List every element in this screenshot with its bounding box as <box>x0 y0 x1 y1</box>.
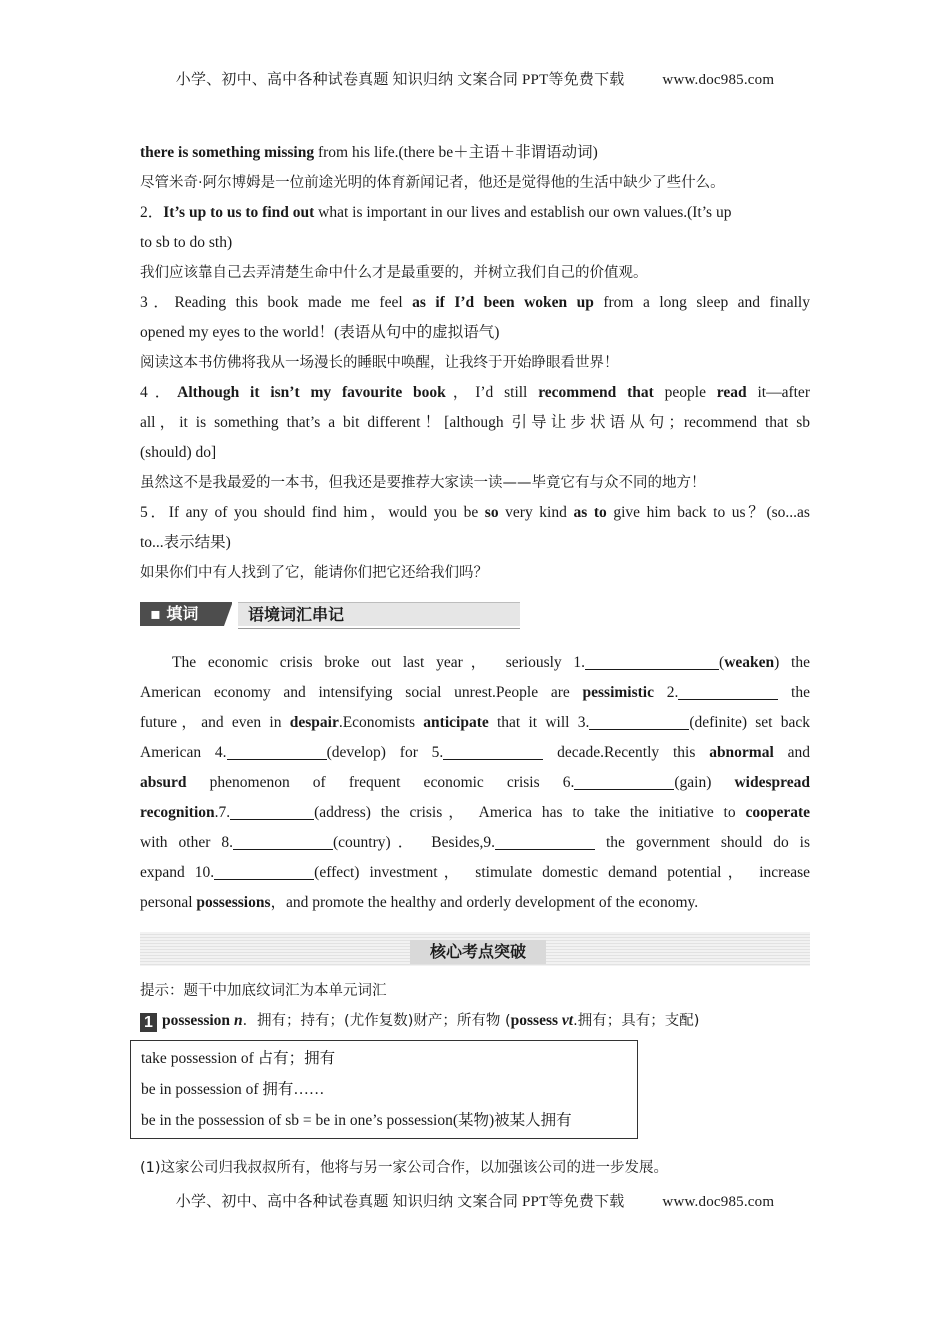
passage-text: the <box>778 684 810 701</box>
s4-c: it—after <box>746 384 810 401</box>
sentence-4-translation: 虽然这不是我最爱的一本书，但我还是要推荐大家读一读——毕竟它有与众不同的地方！ <box>140 475 706 491</box>
passage-text: ( <box>719 654 725 671</box>
entry-pos: n <box>233 1012 243 1029</box>
passage-text: ，and promote the healthy and orderly development of the economy. <box>270 894 699 911</box>
entry-word-2: possess <box>510 1012 562 1029</box>
fill-words-tag: ▪ 填词 <box>140 602 232 626</box>
passage-text: future，and even in <box>140 714 290 731</box>
passage-text: with other 8. <box>140 834 233 851</box>
passage-text: American economy and intensifying social unrest.People are <box>140 684 583 701</box>
sentence-5-cont: to...表示结果) <box>140 534 231 551</box>
entry-meaning-2: .拥有；具有；支配) <box>573 1013 700 1029</box>
s4-a: ，I’d still <box>445 384 539 401</box>
s3-bold: as if I’d been woken up <box>412 294 594 311</box>
sentence-3-cont: opened my eyes to the world！(表语从句中的虚拟语气) <box>140 324 500 341</box>
entry-meaning: ．拥有；持有；(尤作复数)财产；所有物 ( <box>242 1013 511 1029</box>
passage-text: (gain) <box>674 774 735 791</box>
s4-bold2: recommend that <box>538 384 654 401</box>
page-footer <box>0 1190 950 1211</box>
passage-text: .7. <box>214 804 231 821</box>
passage-text: American 4. <box>140 744 227 761</box>
phrase-item: take possession of 占有；拥有 <box>141 1050 336 1067</box>
blank-2[interactable] <box>678 681 778 700</box>
passage-line-8 <box>140 858 810 888</box>
core-points-banner <box>140 932 810 966</box>
passage-bold: anticipate <box>423 714 489 731</box>
sentence-2-translation: 我们应该靠自己去弄清楚生命中什么才是最重要的，并树立我们自己的价值观。 <box>140 265 648 281</box>
s5-bold2: as to <box>573 504 607 521</box>
entry-number-badge: 1 <box>140 1013 157 1032</box>
s5-c: give him back to us？(so...as <box>606 504 810 521</box>
passage-text: decade.Recently this <box>543 744 710 761</box>
header-site[interactable]: www.doc985.com <box>662 72 775 88</box>
entry-pos-2: vt <box>561 1012 574 1029</box>
blank-9[interactable] <box>495 831 595 850</box>
blank-10[interactable] <box>214 861 314 880</box>
passage-text: that it will 3. <box>488 714 590 731</box>
core-points-title: 核心考点突破 <box>410 940 546 964</box>
page-header <box>0 68 950 89</box>
s1-bold: there is something missing <box>140 144 315 161</box>
passage-line-2 <box>140 678 810 708</box>
passage-text: the government should do is <box>595 834 810 851</box>
s1-rest: from his life.(there be＋主语＋非谓语动词) <box>314 144 598 161</box>
s3-num: 3． <box>140 294 175 311</box>
phrase-item: be in possession of 拥有…… <box>141 1081 325 1098</box>
blank-8[interactable] <box>233 831 333 850</box>
s3-a: Reading this book made me feel <box>174 294 413 311</box>
passage-bold: despair <box>289 714 339 731</box>
passage-text: expand 10. <box>140 864 215 881</box>
passage-bold: cooperate <box>745 804 810 821</box>
passage-text: (definite) set back <box>689 714 810 731</box>
s5-bold1: so <box>484 504 499 521</box>
document-body <box>140 138 810 1183</box>
phrase-item: be in the possession of sb = be in one’s possession(某物)被某人拥有 <box>141 1112 572 1129</box>
passage-bold: weaken <box>724 654 775 671</box>
footer-text: 小学、初中、高中各种试卷真题 知识归纳 文案合同 PPT等免费下载 <box>175 1194 625 1210</box>
phrase-box <box>130 1040 638 1139</box>
s5-num: 5． <box>140 504 169 521</box>
blank-7[interactable] <box>230 801 314 820</box>
passage-text: (develop) for 5. <box>326 744 444 761</box>
passage-line-5 <box>140 768 810 798</box>
s5-b: very kind <box>498 504 574 521</box>
s4-b: people <box>653 384 717 401</box>
sentence-4-cont: all，it is something that’s a bit different！[although 引导让步状语从句；recommend that sb <box>140 414 810 431</box>
header-text: 小学、初中、高中各种试卷真题 知识归纳 文案合同 PPT等免费下载 <box>175 72 625 88</box>
passage-line-9 <box>140 888 810 918</box>
passage-line-7 <box>140 828 810 858</box>
passage-text: .Economists <box>338 714 424 731</box>
passage-bold: abnormal <box>709 744 774 761</box>
s4-bold1: Although it isn’t my favourite book <box>177 384 446 401</box>
s2-num: 2． <box>140 204 164 221</box>
passage-bold: recognition <box>140 804 215 821</box>
sentence-3 <box>140 288 810 318</box>
blank-6[interactable] <box>574 771 674 790</box>
sentence-5 <box>140 498 810 528</box>
sentence-1 <box>140 138 810 168</box>
passage-text: and <box>773 744 810 761</box>
s3-b: from a long sleep and finally <box>593 294 810 311</box>
passage-bold: absurd <box>140 774 187 791</box>
blank-1[interactable] <box>585 651 719 670</box>
s4-bold3: read <box>716 384 747 401</box>
passage-line-3 <box>140 708 810 738</box>
passage-text: The economic crisis broke out last year， seriously 1. <box>172 654 586 671</box>
passage-text: (country)． Besides,9. <box>332 834 496 851</box>
passage-bold: possessions <box>196 894 271 911</box>
sentence-4 <box>140 378 810 408</box>
passage-text: phenomenon of frequent economic crisis 6. <box>186 774 575 791</box>
passage-line-4 <box>140 738 810 768</box>
fill-words-banner <box>140 600 522 630</box>
sentence-1-translation: 尽管米奇·阿尔博姆是一位前途光明的体育新闻记者，他还是觉得他的生活中缺少了些什么。 <box>140 175 725 191</box>
blank-5[interactable] <box>443 741 543 760</box>
passage-text: (effect) investment， stimulate domestic demand potential， increase <box>314 864 810 881</box>
footer-site[interactable]: www.doc985.com <box>662 1194 775 1210</box>
fill-words-title: 语境词汇串记 <box>238 602 520 626</box>
passage-line-1 <box>140 648 810 678</box>
question-1: (1)这家公司归我叔叔所有，他将与另一家公司合作，以加强该公司的进一步发展。 <box>140 1160 669 1176</box>
blank-4[interactable] <box>227 741 327 760</box>
cloze-passage <box>140 648 810 918</box>
sentence-3-translation: 阅读这本书仿佛将我从一场漫长的睡眠中唤醒，让我终于开始睁眼看世界！ <box>140 355 619 371</box>
passage-text: (address) the crisis， America has to take the initiative to <box>314 804 746 821</box>
passage-text: 2. <box>653 684 679 701</box>
passage-bold: widespread <box>734 774 810 791</box>
sentence-2-cont: to sb to do sth) <box>140 234 233 251</box>
sentence-2 <box>140 198 810 228</box>
blank-3[interactable] <box>589 711 689 730</box>
passage-text: personal <box>140 894 197 911</box>
s2-bold: It’s up to us to find out <box>163 204 315 221</box>
sentence-4-cont2: (should) do] <box>140 444 217 461</box>
passage-text: ) the <box>774 654 810 671</box>
passage-bold: pessimistic <box>582 684 654 701</box>
vocab-entry <box>140 1006 810 1036</box>
s2-rest: what is important in our lives and establish our own values.(It’s up <box>314 204 732 221</box>
s5-a: If any of you should find him，would you be <box>168 504 485 521</box>
passage-line-6 <box>140 798 810 828</box>
core-hint: 提示：题干中加底纹词汇为本单元词汇 <box>140 983 387 999</box>
sentence-5-translation: 如果你们中有人找到了它，能请你们把它还给我们吗？ <box>140 565 488 581</box>
entry-word: possession <box>162 1012 234 1029</box>
s4-num: 4． <box>140 384 178 401</box>
